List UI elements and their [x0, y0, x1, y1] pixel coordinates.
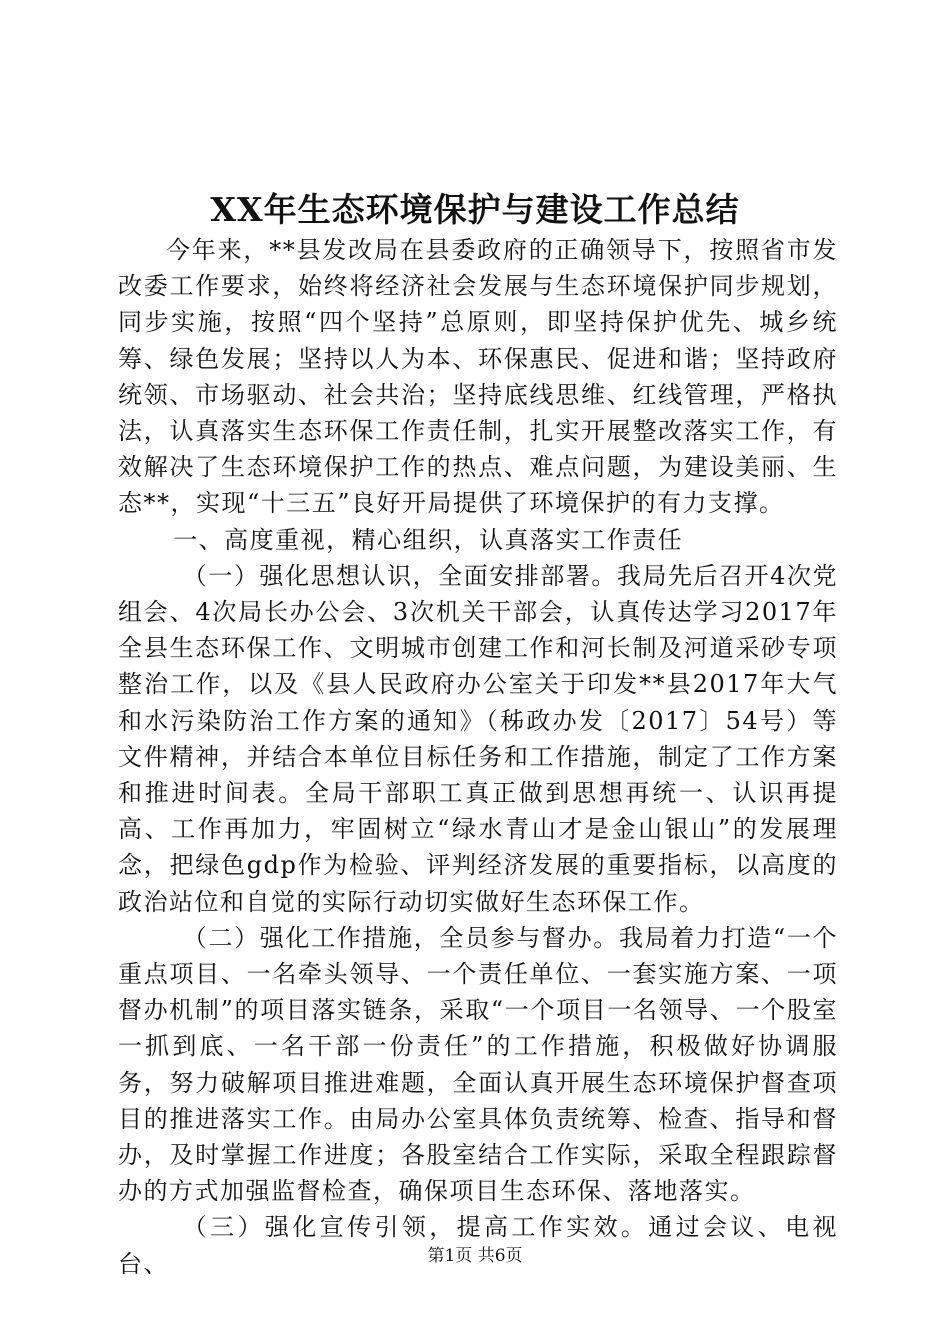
document-title: XX年生态环境保护与建设工作总结 — [210, 190, 740, 229]
section-heading-1: 一、高度重视，精心组织，认真落实工作责任 — [173, 525, 684, 554]
intro-paragraph: 今年来，**县发改局在县委政府的正确领导下，按照省市发改委工作要求，始终将经济社会发展与生态环境保护同步规划，同步实施，按照“四个坚持”总原则，即坚持保护优先、城乡统筹、绿色发展；坚持以人为本、环保惠民、促进和谐；坚持政府统领、市场驱动、社会共治；坚持底线思维、红线管理，严格执法，认真落实生态环保工作责任制，扎实开展整改落实工作，有效解决了生态环境保护工作的热点、难点问题，为建设美丽、生态**，实现“十三五”良好开局提供了环境保护的有力支撑。 — [118, 236, 838, 518]
document-body — [118, 232, 838, 1282]
subsection-paragraph-3: （三）强化宣传引领，提高工作实效。通过会议、电视台、 — [118, 1213, 838, 1278]
page-footer: 第1页 共6页 — [427, 1246, 523, 1266]
subsection-paragraph-2: （二）强化工作措施，全员参与督办。我局着力打造“一个重点项目、一名牵头领导、一个责任单位、一套实施方案、一项督办机制”的项目落实链条，采取“一个项目一名领导、一个股室一抓到底、一名干部一份责任”的工作措施，积极做好协调服务，努力破解项目推进难题，全面认真开展生态环境保护督查项目的推进落实工作。由局办公室具体负责统筹、检查、指导和督办，及时掌握工作进度；各股室结合工作实际，采取全程跟踪督办的方式加强监督检查，确保项目生态环保、落地落实。 — [118, 923, 838, 1206]
subsection-paragraph-1: （一）强化思想认识，全面安排部署。我局先后召开4次党组会、4次局长办公会、3次机关干部会，认真传达学习2017年全县生态环保工作、文明城市创建工作和河长制及河道采砂专项整治工作，以及《县人民政府办公室关于印发**县2017年大气和水污染防治工作方案的通知》（秭政办发〔2017〕54号）等文件精神，并结合本单位目标任务和工作措施，制定了工作方案和推进时间表。全局干部职工真正做到思想再统一、认识再提高、工作再加力，牢固树立“绿水青山才是金山银山”的发展理念，把绿色gdp作为检验、评判经济发展的重要指标，以高度的政治站位和自觉的实际行动切实做好生态环保工作。 — [118, 561, 838, 916]
